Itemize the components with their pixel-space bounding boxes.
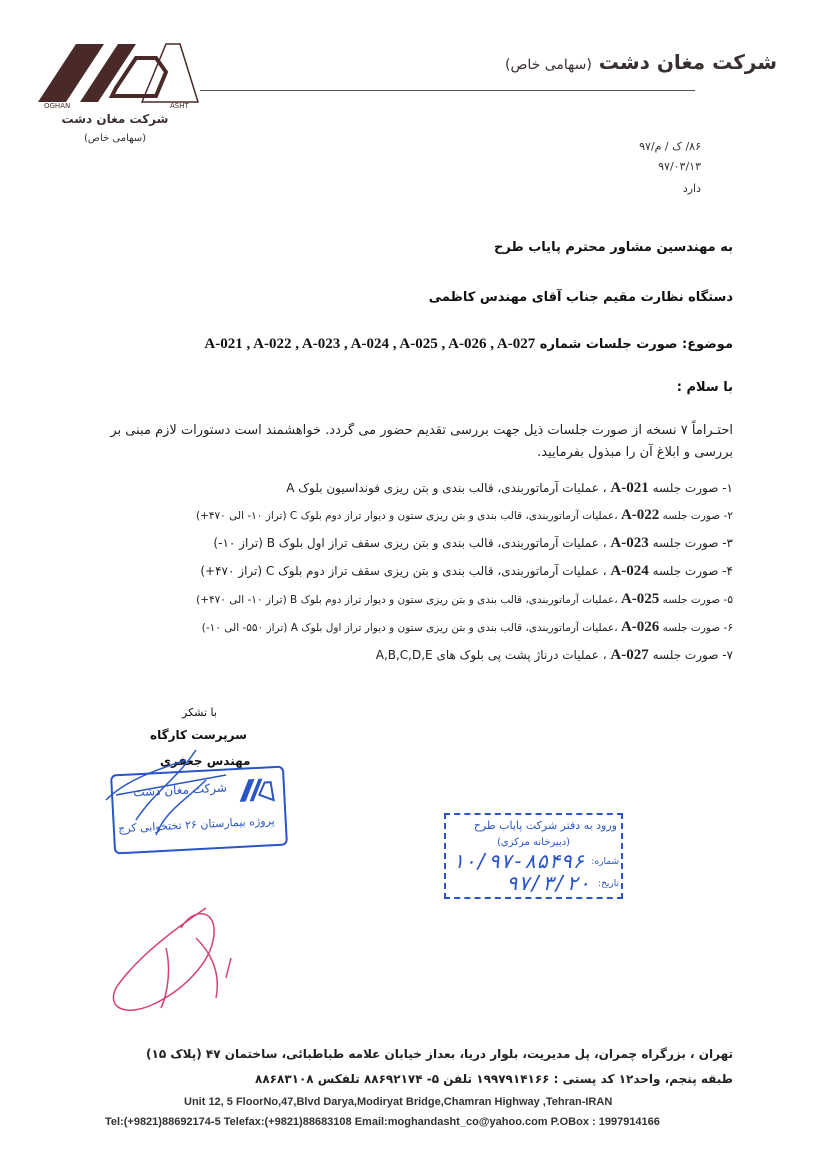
item-desc: ،عملیات آرماتوربندی، قالب بندی و بتن ریزی ستون و دیوار تراز دوم بلوک B (تراز ۱۰- الی ۴۷۰+): [196, 594, 618, 606]
stamp-project-name: پروژه بیمارستان ۲۶ تختخوابی کرج: [117, 814, 275, 836]
office-stamp-subtitle: (دبیرخانه مرکزی): [496, 837, 571, 848]
recipient-line-2: دستگاه نظارت مقیم جناب آقای مهندس کاظمی: [428, 290, 733, 305]
footer-contact-en: Tel:(+9821)88692174-5 Telefax:(+9821)88683108 Email:moghandasht_co@yahoo.com P.OBox : 1997914166: [105, 1116, 660, 1128]
office-stamp-number: ۱۰/۹۷-۸۵۴۹۶: [452, 849, 585, 873]
item-desc: ،عملیات آرماتوربندی، قالب بندی و بتن ریزی ستون و دیوار تراز اول بلوک A (تراز ۵۵۰- الی ۱۰-): [201, 622, 618, 634]
office-stamp-number-label: شماره:: [591, 857, 619, 867]
office-stamp-date-label: تاریخ:: [598, 879, 619, 889]
item-prefix: ۲- صورت جلسه: [662, 510, 733, 522]
list-item: [376, 647, 733, 664]
recipient-line-1: به مهندسین مشاور محترم پایاب طرح: [494, 240, 733, 255]
office-receipt-stamp: [444, 813, 623, 899]
item-desc: ، عملیات آرماتوربندی، قالب بندی و بتن ریزی سقف تراز دوم بلوک C (تراز ۴۷۰+): [200, 564, 607, 578]
signer-name: مهندس جعفری: [160, 754, 251, 768]
item-prefix: ۴- صورت جلسه: [652, 564, 733, 578]
item-desc: ، عملیات آرماتوربندی، قالب بندی و بتن ریزی فونداسیون بلوک A: [286, 481, 607, 495]
company-logo: [30, 38, 200, 148]
item-prefix: ۶- صورت جلسه: [662, 622, 733, 634]
footer-contact-fa: طبقه پنجم، واحد۱۲ کد پستی : ۱۹۹۷۹۱۴۱۶۶ تلفن ۵- ۸۸۶۹۲۱۷۴ تلفکس ۸۸۶۸۳۱۰۸: [255, 1072, 733, 1086]
letter-attachment: دارد: [682, 182, 701, 195]
footer-address-en: Unit 12, 5 FloorNo,47,Blvd Darya,Modiryat Bridge,Chamran Highway ,Tehran-IRAN: [184, 1096, 613, 1108]
list-item: [202, 619, 733, 636]
logo-text-left: OGHAN: [44, 102, 71, 110]
item-code: A-026: [620, 619, 660, 635]
footer-address-fa: تهران ، بزرگراه چمران، پل مدیریت، بلوار دریا، بعداز خیابان علامه طباطبائی، ساختمان ۴۷ (پلاک ۱۵): [146, 1047, 733, 1061]
thanks-text: با تشکر: [182, 706, 217, 719]
company-header: [505, 50, 777, 74]
signature-pink: [96, 898, 246, 1028]
office-stamp-title: ورود به دفتر شرکت پایاب طرح: [473, 819, 617, 832]
company-type: (سهامی خاص): [504, 57, 592, 73]
logo-company-type: (سهامی خاص): [83, 133, 147, 144]
item-code: A-023: [610, 535, 649, 551]
list-item: [213, 535, 733, 552]
item-desc: ، عملیات آرماتوربندی، قالب بندی و بتن ریزی سقف تراز اول بلوک B (تراز ۱۰-): [213, 536, 607, 550]
stamp-company-name: شرکت مغان دشت: [132, 780, 228, 800]
item-prefix: ۷- صورت جلسه: [652, 648, 733, 662]
item-prefix: ۵- صورت جلسه: [662, 594, 733, 606]
item-prefix: ۳- صورت جلسه: [652, 536, 733, 550]
signer-role: سرپرست کارگاه: [150, 728, 247, 742]
greeting: با سلام :: [676, 380, 733, 395]
list-item: [200, 563, 733, 580]
list-item: [196, 507, 733, 524]
letter-date: ۹۷/۰۳/۱۳: [658, 160, 701, 173]
signature-scribble-blue: [96, 740, 246, 850]
subject-label: موضوع: صورت جلسات شماره: [539, 337, 733, 352]
list-item: [286, 480, 733, 497]
item-code: A-024: [610, 563, 649, 579]
logo-company-name: شرکت مغان دشت: [61, 112, 169, 126]
company-name: شرکت مغان دشت: [598, 50, 777, 74]
office-stamp-date: ۹۷/۳/۲۰: [506, 871, 591, 895]
logo-text-right: ASHT: [170, 102, 189, 110]
subject-codes: A-021 , A-022 , A-023 , A-024 , A-025 , A-026 , A-027: [204, 336, 536, 352]
letter-number: ۸۶/ ک / م/۹۷: [639, 140, 701, 153]
body-paragraph: احتـراماً ۷ نسخه از صورت جلسات ذیل جهت بررسی تقدیم حضور می گردد. خواهشمند است دستورات لازم مبنی بر بررسی و ابلاغ آن را مبذول بفرمایید.: [110, 423, 733, 460]
item-prefix: ۱- صورت جلسه: [652, 481, 733, 495]
header-divider: [200, 90, 695, 91]
item-desc: ، عملیات درناژ پشت پی بلوک های A,B,C,D,E: [375, 648, 607, 662]
item-code: A-025: [620, 591, 660, 607]
item-desc: ،عملیات آرماتوربندی، قالب بندی و بتن ریزی ستون و دیوار تراز دوم بلوک C (تراز ۱۰- الی ۴۷۰+): [195, 510, 618, 522]
item-code: A-022: [620, 507, 660, 523]
item-code: A-021: [610, 480, 649, 496]
subject: [204, 336, 733, 353]
logo-mark: [30, 38, 200, 110]
item-code: A-027: [610, 647, 649, 663]
list-item: [196, 591, 733, 608]
